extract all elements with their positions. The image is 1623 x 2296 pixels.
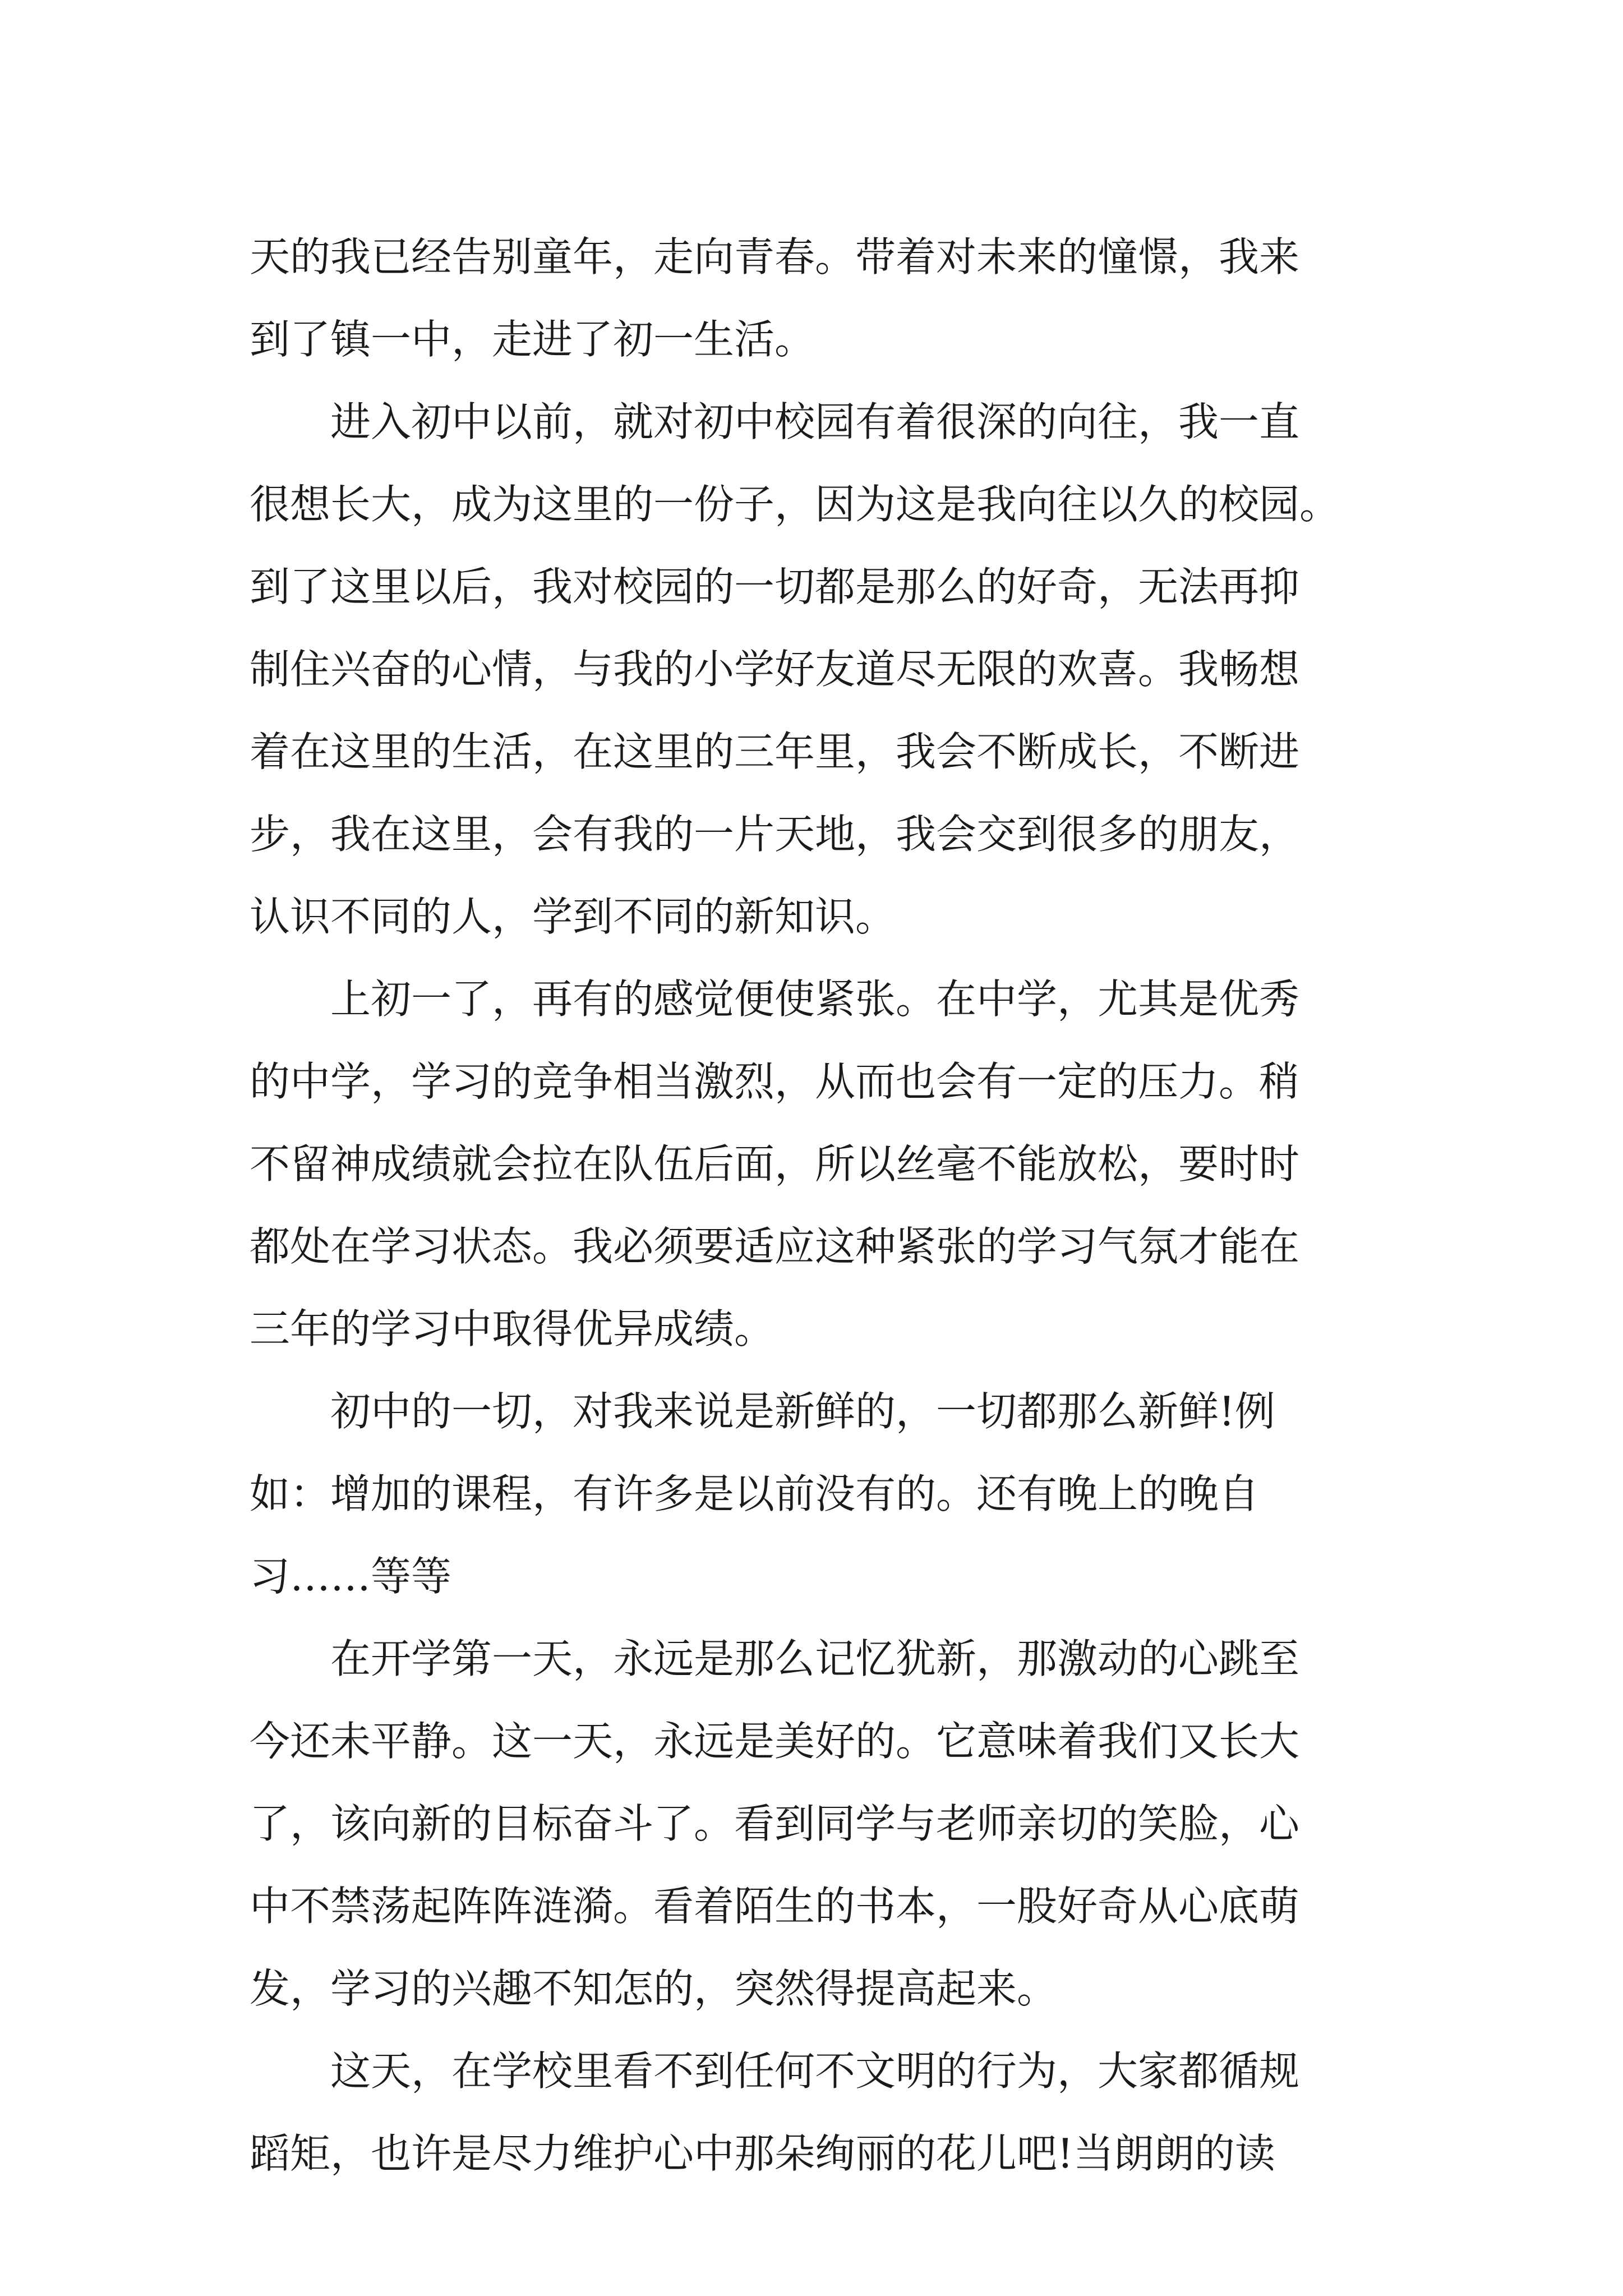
paragraph-5: 在开学第一天，永远是那么记忆犹新，那激动的心跳至 今还未平静。这一天，永远是美好的。它意味着我们又长大 了，该向新的目标奋斗了。看到同学与老师亲切的笑脸，心 中不禁荡起阵阵涟漪。看着陌生的书本，一股好奇从心底萌 发，学习的兴趣不知怎的，突然得提高起来。: [250, 1635, 1300, 2012]
paragraph-6: 这天，在学校里看不到任何不文明的行为，大家都循规 蹈矩，也许是尽力维护心中那朵绚丽的花儿吧!当朗朗的读: [250, 2047, 1300, 2177]
paragraph-1: 天的我已经告别童年，走向青春。带着对未来的憧憬，我来 到了镇一中，走进了初一生活。: [250, 233, 1300, 363]
paragraph-2: 进入初中以前，就对初中校园有着很深的向往，我一直 很想长大，成为这里的一份子，因为这是我向往以久的校园。 到了这里以后，我对校园的一切都是那么的好奇，无法再抑 制住兴奋的心情，与我的小学好友道尽无限的欢喜。我畅想 着在这里的生活，在这里的三年里，我会不断成长，不断进 步，我在这里，会有我的一片天地，我会交到很多的朋友， 认识不同的人，学到不同的新知识。: [250, 398, 1340, 940]
paragraph-3: 上初一了，再有的感觉便使紧张。在中学，尤其是优秀 的中学，学习的竞争相当激烈，从而也会有一定的压力。稍 不留神成绩就会拉在队伍后面，所以丝毫不能放松，要时时 都处在学习状态。我必须要适应这种紧张的学习气氛才能在 三年的学习中取得优异成绩。: [250, 976, 1300, 1352]
paragraph-4: 初中的一切，对我来说是新鲜的，一切都那么新鲜!例 如：增加的课程，有许多是以前没有的。还有晚上的晚自 习……等等: [250, 1388, 1275, 1600]
document-body: [250, 216, 1382, 2195]
